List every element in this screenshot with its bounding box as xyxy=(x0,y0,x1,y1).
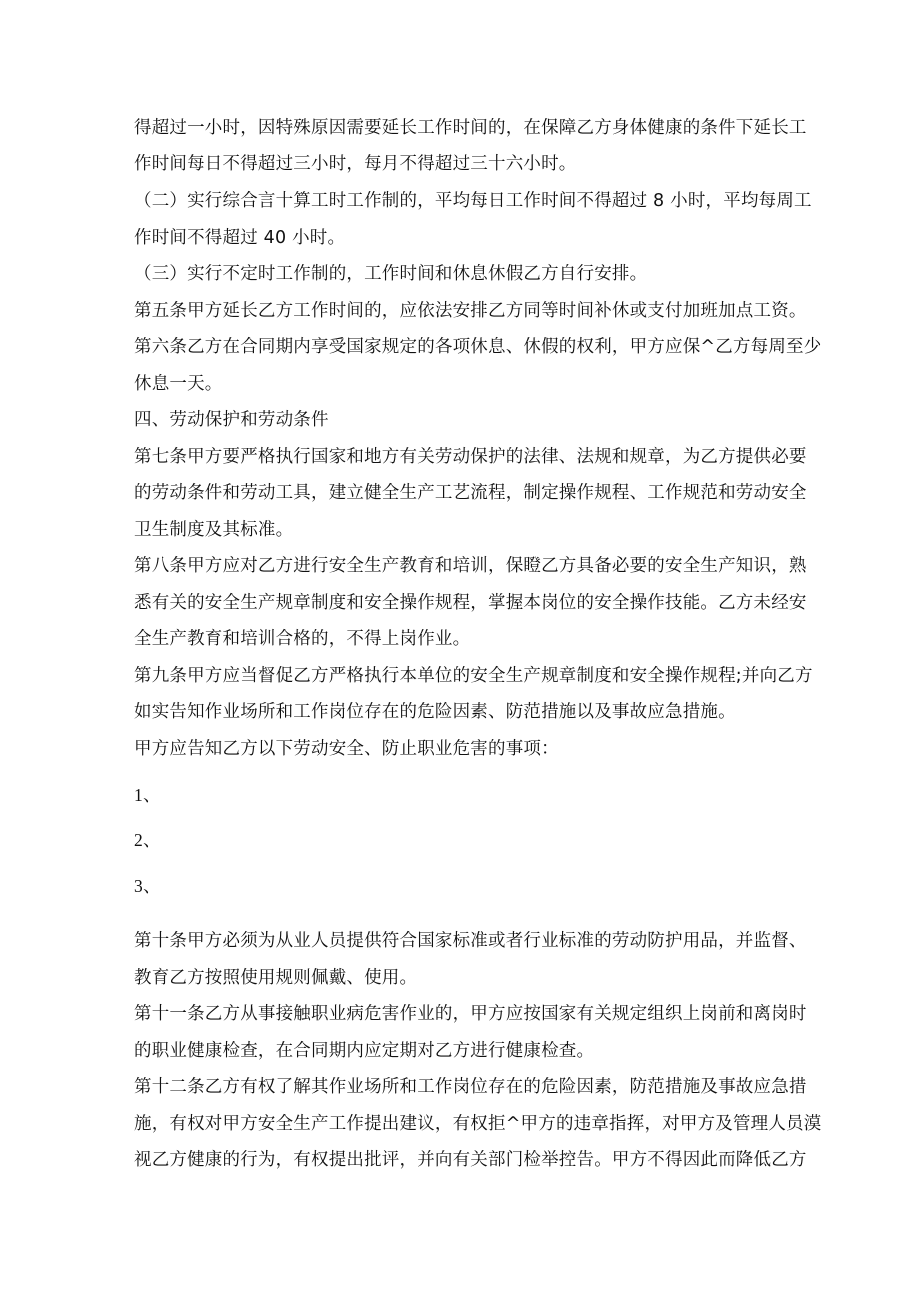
text-line: 休息一天。 xyxy=(134,374,223,394)
text-line: 卫生制度及其标准。 xyxy=(134,520,294,540)
section-heading: 四、劳动保护和劳动条件 xyxy=(134,410,329,430)
article-twelve: 第十二条乙方有权了解其作业场所和工作岗位存在的危险因素，防范措施及事故应急措 xyxy=(134,1077,807,1097)
text-line: 的职业健康检查，在合同期内应定期对乙方进行健康检查。 xyxy=(134,1041,595,1061)
list-item-1: 1、 xyxy=(134,785,161,805)
article-eleven: 第十一条乙方从事接触职业病危害作业的，甲方应按国家有关规定组织上岗前和离岗时 xyxy=(134,1004,807,1024)
text-line: 悉有关的安全生产规章制度和安全操作规程，掌握本岗位的安全操作技能。乙方未经安 xyxy=(134,593,807,613)
text-line: 作时间不得超过 40 小时。 xyxy=(134,228,346,248)
article-nine: 第九条甲方应当督促乙方严格执行本单位的安全生产规章制度和安全操作规程;并向乙方 xyxy=(134,666,813,686)
article-six: 第六条乙方在合同期内享受国家规定的各项休息、休假的权利，甲方应保^乙方每周至少 xyxy=(134,337,822,357)
text-line: 作时间每日不得超过三小时，每月不得超过三十六小时。 xyxy=(134,154,577,174)
text-line: 施，有权对甲方安全生产工作提出建议，有权拒^甲方的违章指挥，对甲方及管理人员漠 xyxy=(134,1114,822,1134)
article-eight: 第八条甲方应对乙方进行安全生产教育和培训，保瞪乙方具备必要的安全生产知识，熟 xyxy=(134,556,807,576)
text-line: 得超过一小时，因特殊原因需要延长工作时间的，在保障乙方身体健康的条件下延长工 xyxy=(134,118,807,138)
text-line: 甲方应告知乙方以下劳动安全、防止职业危害的事项： xyxy=(134,739,559,759)
list-item-3: 3、 xyxy=(134,876,161,896)
text-line: 的劳动条件和劳动工具，建立健全生产工艺流程，制定操作规程、工作规范和劳动安全 xyxy=(134,483,807,503)
text-line: （二）实行综合言十算工时工作制的，平均每日工作时间不得超过 8 小时，平均每周工 xyxy=(134,191,812,211)
text-line: （三）实行不定时工作制的，工作时间和休息休假乙方自行安排。 xyxy=(134,264,648,284)
text-line: 全生产教育和培训合格的，不得上岗作业。 xyxy=(134,629,471,649)
text-line: 如实告知作业场所和工作岗位存在的危险因素、防范措施以及事故应急措施。 xyxy=(134,702,736,722)
article-seven: 第七条甲方要严格执行国家和地方有关劳动保护的法律、法规和规章，为乙方提供必要 xyxy=(134,447,807,467)
article-ten: 第十条甲方必须为从业人员提供符合国家标准或者行业标准的劳动防护用品，并监督、 xyxy=(134,931,807,951)
text-line: 视乙方健康的行为，有权提出批评，并向有关部门检举控告。甲方不得因此而降低乙方 xyxy=(134,1150,807,1170)
text-line: 教育乙方按照使用规则佩戴、使用。 xyxy=(134,968,418,988)
article-five: 第五条甲方延长乙方工作时间的，应依法安排乙方同等时间补休或支付加班加点工资。 xyxy=(134,301,807,321)
list-item-2: 2、 xyxy=(134,830,161,850)
